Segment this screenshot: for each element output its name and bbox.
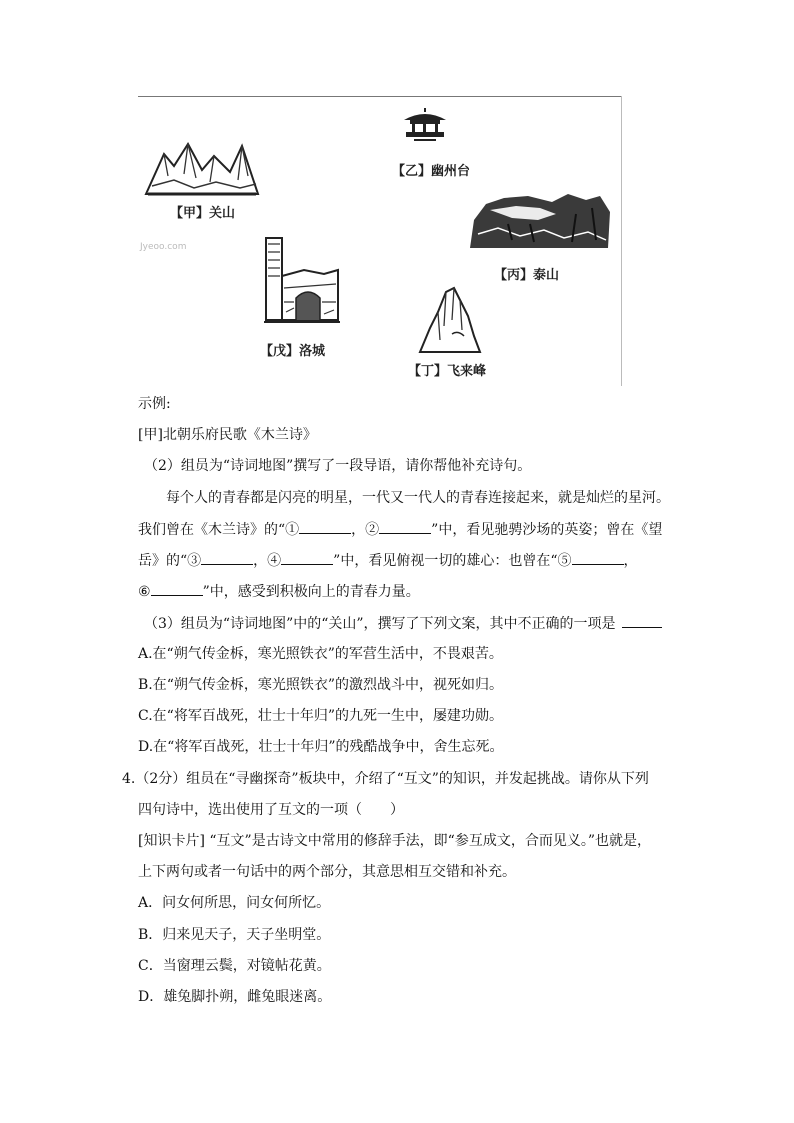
- q4-stem-line-1: 4.（2分）组员在“寻幽探奇”板块中，介绍了“互文”的知识，并发起挑战。请你从下列: [122, 771, 649, 787]
- blank-6[interactable]: [151, 581, 203, 596]
- caption-bing-taishan: 【丙】泰山: [494, 268, 560, 283]
- blank-4[interactable]: [281, 550, 333, 565]
- figure-right-border: [621, 96, 622, 386]
- luocheng-city-illustration: [264, 236, 340, 324]
- caption-wu-luocheng: 【戊】洛城: [260, 344, 326, 359]
- q2-text-h: ⑥: [138, 584, 151, 600]
- q2-text-b: ，②: [351, 522, 380, 538]
- q2-text-d: 岳》的“③: [138, 553, 202, 569]
- example-heading: 示例:: [138, 396, 171, 412]
- q2-text-f: ”中，看见俯视一切的雄心：也曾在“⑤: [333, 553, 572, 569]
- blank-1[interactable]: [299, 519, 351, 534]
- q2-paragraph-line-1: 每个人的青春都是闪亮的明星，一代又一代人的青春连接起来，就是灿烂的星河。: [166, 490, 670, 506]
- watermark-text: Jyeoo.com: [140, 242, 187, 252]
- q3-option-b: B.在“朔气传金柝，寒光照铁衣”的激烈战斗中，视死如归。: [138, 677, 504, 693]
- q2-text-i: ”中，感受到积极向上的青春力量。: [202, 584, 420, 600]
- blank-2[interactable]: [379, 519, 431, 534]
- q4-knowledge-card-line-1: [知识卡片] “互文”是古诗文中常用的修辞手法，即“参互成文，合而见义。”也就是，: [138, 833, 652, 849]
- q2-paragraph-line-4: [138, 581, 420, 602]
- feilaifeng-peak-illustration: [416, 286, 482, 356]
- blank-5[interactable]: [572, 550, 624, 565]
- q2-text-a: 我们曾在《木兰诗》的“①: [138, 522, 300, 538]
- q2-text-c: ”中，看见驰骋沙场的英姿；曾在《望: [431, 522, 663, 538]
- taishan-mountain-illustration: [468, 190, 612, 252]
- q4-knowledge-card-line-2: 上下两句或者一句话中的两个部分，其意思相互交错和补充。: [138, 864, 516, 880]
- q4-stem-line-2: 四句诗中，选出使用了互文的一项（ ）: [138, 802, 404, 818]
- example-line: [甲]北朝乐府民歌《木兰诗》: [138, 427, 317, 443]
- q4-option-c: C．当窗理云鬓，对镜帖花黄。: [138, 958, 331, 974]
- q2-paragraph-line-3: [138, 550, 638, 571]
- q2-text-g: ，: [623, 553, 638, 569]
- q3-prompt: （3）组员为“诗词地图”中的“关山”，撰写了下列文案，其中不正确的一项是: [144, 616, 616, 632]
- q2-text-e: ，④: [253, 553, 282, 569]
- youzhoutai-pavilion-illustration: [402, 106, 448, 142]
- q3-option-a: A.在“朔气传金柝，寒光照铁衣”的军营生活中，不畏艰苦。: [138, 646, 503, 662]
- guanshan-mountains-illustration: [144, 136, 260, 198]
- blank-3[interactable]: [201, 550, 253, 565]
- q3-answer-blank[interactable]: [622, 613, 662, 628]
- caption-yi-youzhoutai: 【乙】幽州台: [392, 164, 471, 179]
- q2-paragraph-line-2: [138, 519, 662, 540]
- q3-option-c: C.在“将军百战死，壮士十年归”的九死一生中，屡建功勋。: [138, 708, 503, 724]
- caption-jia-guanshan: 【甲】关山: [170, 206, 236, 221]
- poetry-map-figure: [138, 96, 622, 386]
- q2-prompt: （2）组员为“诗词地图”撰写了一段导语，请你帮他补充诗句。: [144, 458, 532, 474]
- q3-option-d: D.在“将军百战死，壮士十年归”的残酷战争中，舍生忘死。: [138, 739, 504, 755]
- q4-option-d: D．雄兔脚扑朔，雌兔眼迷离。: [138, 989, 332, 1005]
- q4-option-a: A．问女何所思，问女何所忆。: [138, 895, 331, 911]
- figure-top-border: [138, 96, 622, 97]
- q3-prompt-line: [144, 613, 662, 634]
- caption-ding-feilaifeng: 【丁】飞来峰: [408, 364, 487, 379]
- q4-option-b: B．归来见天子，天子坐明堂。: [138, 927, 331, 943]
